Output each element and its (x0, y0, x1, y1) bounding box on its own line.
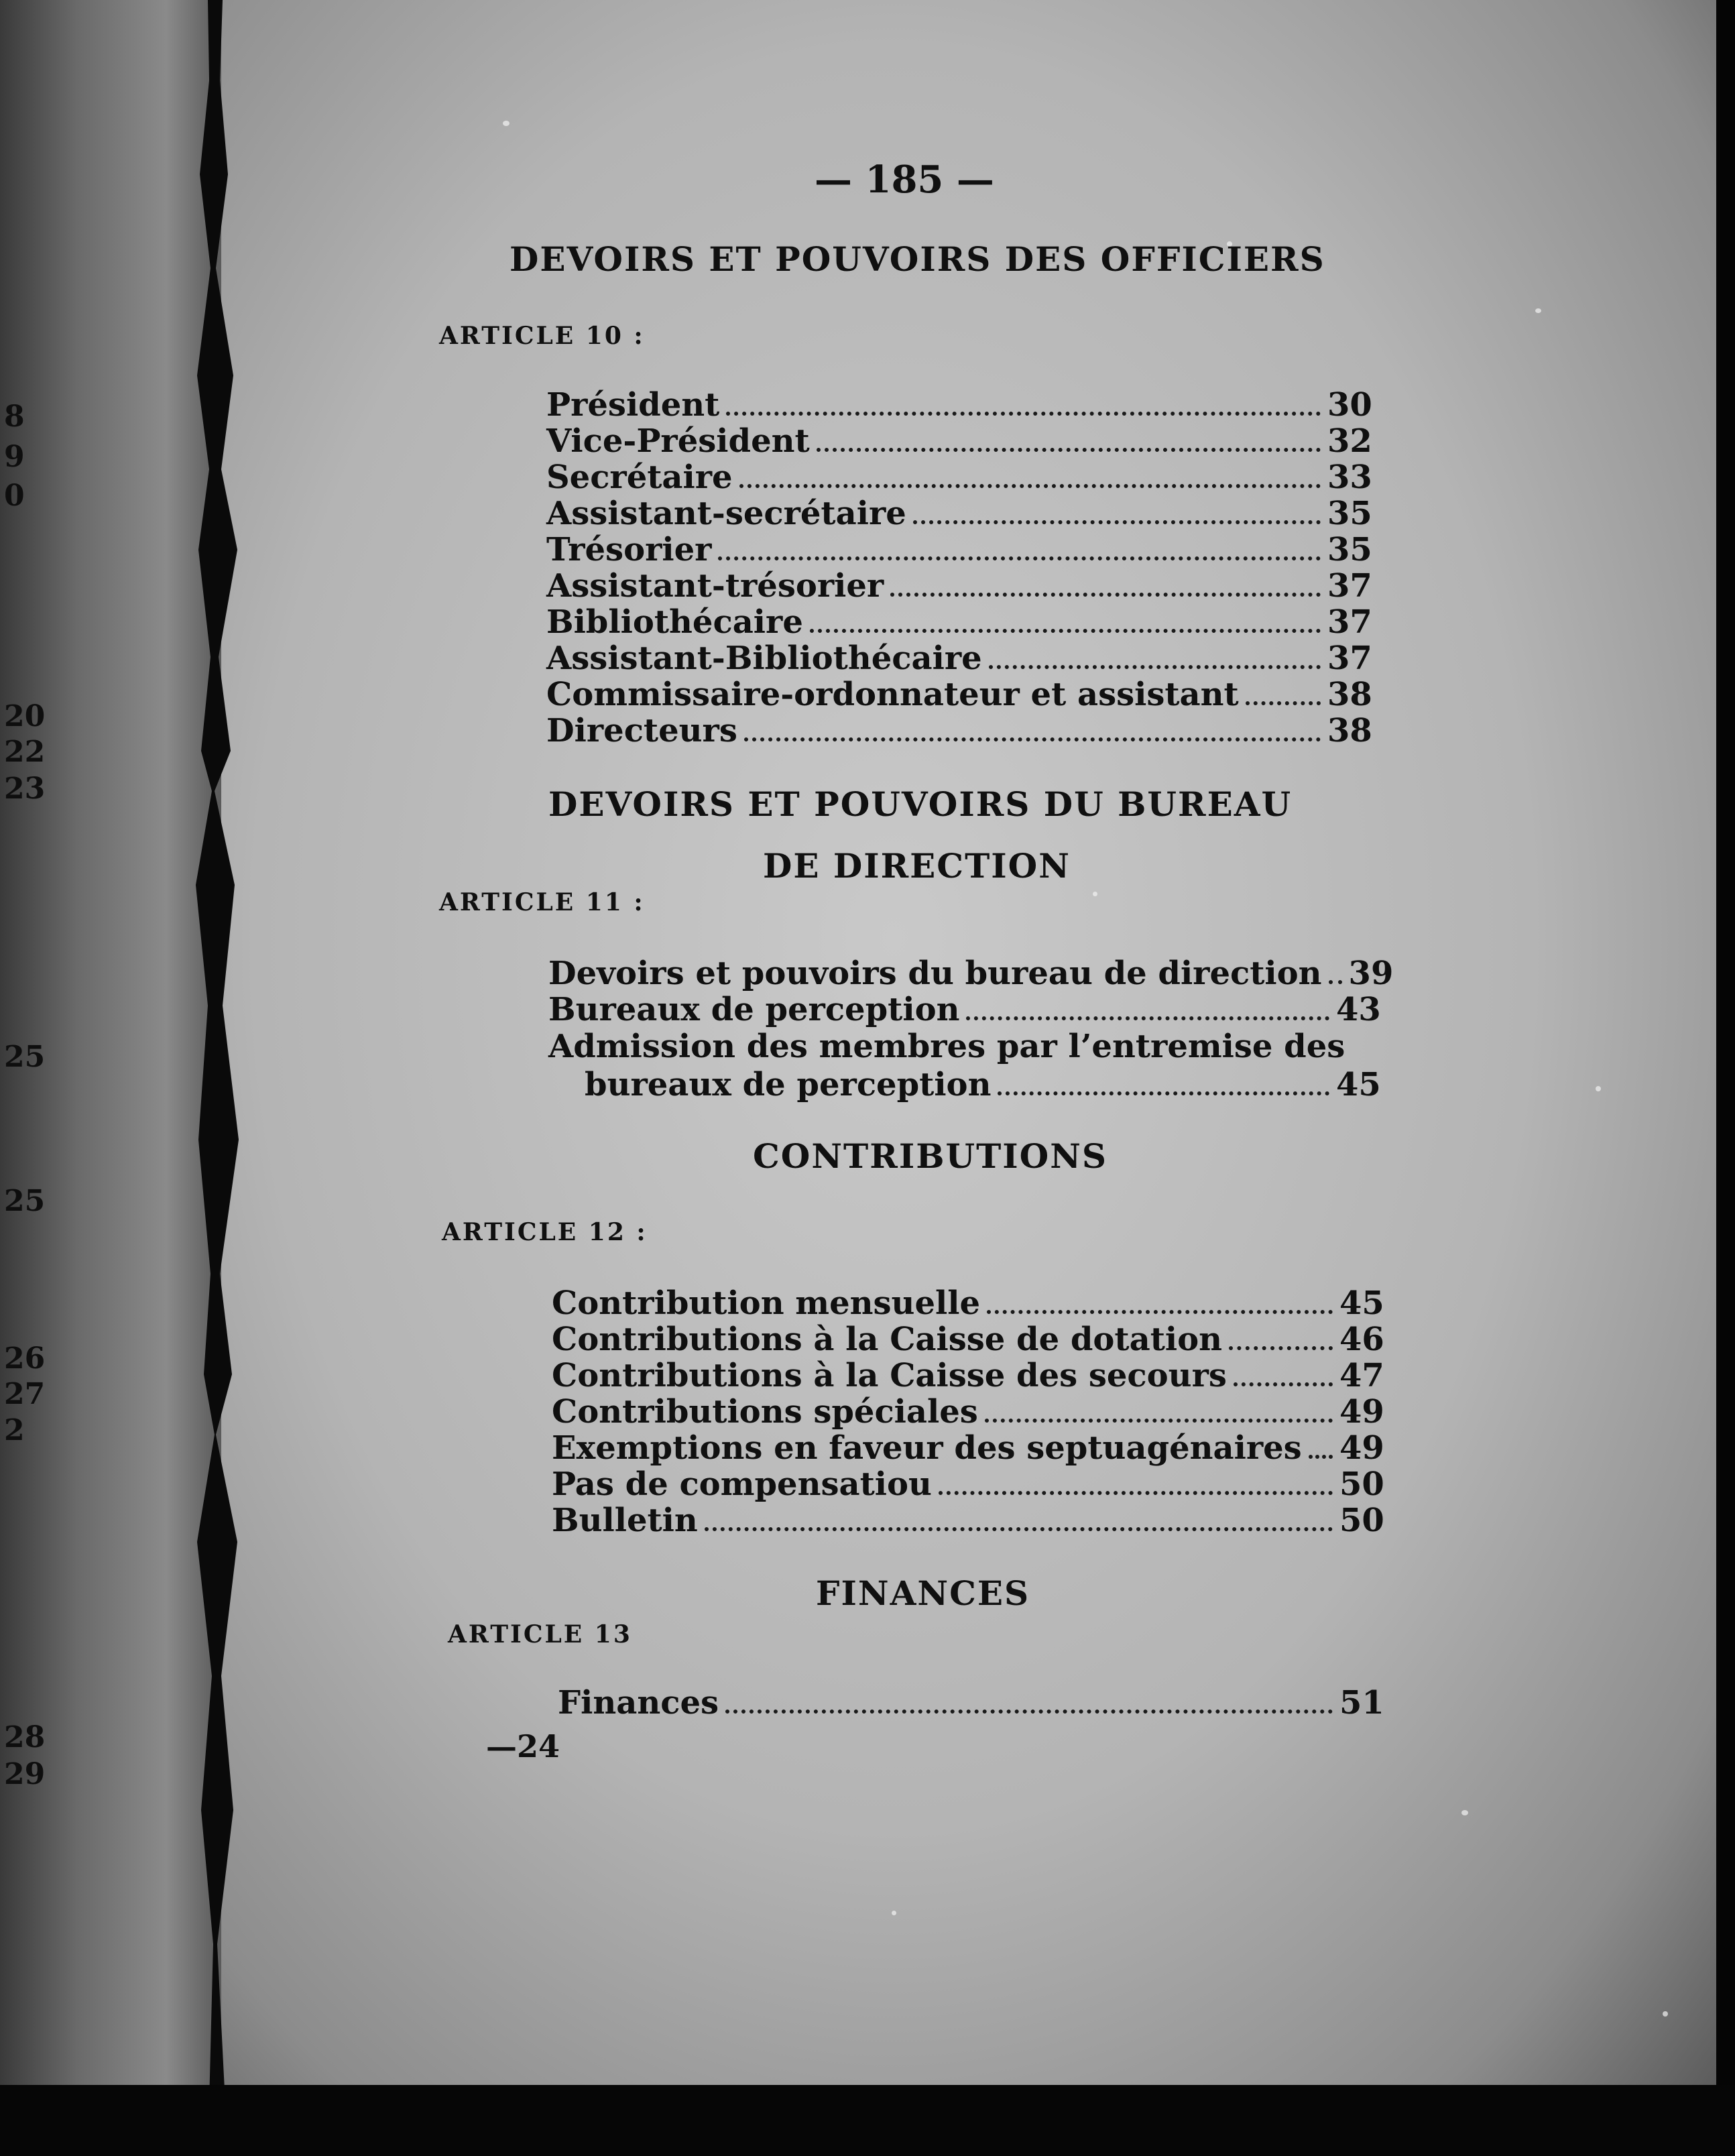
page-number: — 185 — (815, 158, 994, 202)
toc-entry[interactable] (558, 1684, 1384, 1722)
toc-entry-page: 38 (1327, 676, 1372, 713)
previous-page-number: 25 (4, 1040, 46, 1074)
toc-entry-title: Directeurs (546, 712, 737, 750)
toc-entry-title: Devoirs et pouvoirs du bureau de direction (548, 955, 1322, 992)
toc-entry-page: 37 (1327, 603, 1372, 641)
previous-page-number: 0 (4, 479, 25, 513)
toc-entry[interactable] (552, 1393, 1384, 1431)
dot-leader (744, 737, 1321, 741)
toc-entry-page: 30 (1327, 386, 1372, 424)
toc-entry[interactable] (546, 567, 1372, 605)
toc-entry[interactable] (546, 495, 1372, 532)
previous-page-number: 9 (4, 440, 25, 474)
toc-entry[interactable] (552, 1502, 1384, 1539)
toc-entry-page: 47 (1339, 1357, 1384, 1394)
previous-page-number: 20 (4, 699, 46, 733)
toc-entry-title: Trésorier (546, 531, 712, 568)
toc-entry-page: 43 (1336, 991, 1381, 1028)
dot-leader (1309, 1455, 1333, 1459)
toc-entry[interactable] (546, 386, 1372, 424)
toc-entry[interactable] (546, 640, 1372, 677)
dot-leader (705, 1527, 1333, 1531)
toc-entry[interactable] (552, 1429, 1384, 1467)
toc-entry[interactable] (546, 422, 1372, 460)
previous-page-number: 25 (4, 1184, 46, 1218)
dot-leader (913, 520, 1321, 524)
article-label: ARTICLE 10 : (439, 322, 645, 350)
toc-entry-title: Secrétaire (546, 459, 733, 496)
toc-entry-title: Contribution mensuelle (552, 1284, 980, 1322)
toc-entry-page: 46 (1339, 1321, 1384, 1358)
toc-entry-title-continuation: bureaux de perception (585, 1066, 992, 1103)
toc-entry[interactable] (552, 1465, 1384, 1503)
toc-entry-title: Bureaux de perception (548, 991, 960, 1028)
toc-entry-title: Bulletin (552, 1502, 698, 1539)
toc-entry[interactable] (552, 1357, 1384, 1394)
dot-leader (987, 1310, 1333, 1314)
toc-entry-title: Assistant-Bibliothécaire (546, 640, 982, 677)
toc-entry-page: 50 (1339, 1465, 1384, 1503)
toc-entry[interactable] (552, 1284, 1384, 1322)
toc-entry-page: 45 (1339, 1284, 1384, 1322)
section-heading: DE DIRECTION (763, 846, 1071, 886)
previous-page-number: 29 (4, 1757, 46, 1791)
dot-leader (998, 1091, 1329, 1095)
toc-entry-page: 45 (1336, 1066, 1381, 1103)
dot-leader (1234, 1382, 1333, 1386)
dot-leader (890, 593, 1321, 597)
toc-entry-title: Contributions à la Caisse des secours (552, 1357, 1227, 1394)
section-heading: DEVOIRS ET POUVOIRS DU BUREAU (548, 784, 1293, 824)
toc-entry-title: Bibliothécaire (546, 603, 803, 641)
previous-page-number: 28 (4, 1720, 46, 1754)
toc-entry-title: Commissaire-ordonnateur et assistant (546, 676, 1239, 713)
toc-entry[interactable] (548, 955, 1394, 992)
toc-entry-page: 37 (1327, 567, 1372, 605)
toc-entry-page: 35 (1327, 531, 1372, 568)
previous-page-number: 8 (4, 400, 25, 434)
previous-page-number: 22 (4, 735, 46, 769)
article-label: ARTICLE 11 : (439, 888, 645, 916)
toc-entry-page: 35 (1327, 495, 1372, 532)
toc-entry-page: 50 (1339, 1502, 1384, 1539)
dot-leader (810, 629, 1321, 633)
toc-entry-title: Exemptions en faveur des septuagénaires (552, 1429, 1302, 1467)
previous-page-number: 27 (4, 1377, 46, 1411)
toc-entry-page: 39 (1348, 955, 1394, 992)
toc-entry-title: Pas de compensatiou (552, 1465, 932, 1503)
toc-entry-page: 49 (1339, 1393, 1384, 1431)
section-heading: FINANCES (816, 1573, 1030, 1613)
scan-border (0, 2085, 1735, 2156)
toc-entry-title: Assistant-secrétaire (546, 495, 906, 532)
article-label: ARTICLE 12 : (442, 1218, 648, 1246)
dot-leader (725, 1710, 1333, 1714)
toc-entry-title: Président (546, 386, 720, 424)
torn-page-edge (181, 0, 261, 2156)
toc-entry[interactable] (585, 1066, 1381, 1103)
toc-entry-title: Contributions à la Caisse de dotation (552, 1321, 1223, 1358)
previous-page-number: 2 (4, 1413, 25, 1447)
dot-leader (817, 448, 1321, 452)
toc-entry[interactable] (548, 991, 1381, 1028)
toc-entry[interactable] (546, 712, 1372, 750)
dot-leader (1246, 701, 1321, 705)
toc-entry[interactable] (546, 459, 1372, 496)
dot-leader (739, 484, 1321, 488)
section-heading: DEVOIRS ET POUVOIRS DES OFFICIERS (510, 239, 1325, 279)
toc-entry-title: Finances (558, 1684, 719, 1722)
toc-entry-page: 37 (1327, 640, 1372, 677)
toc-entry-title: Admission des membres par l’entremise des (548, 1028, 1345, 1065)
toc-entry-title: Vice-Président (546, 422, 810, 460)
toc-entry-page: 38 (1327, 712, 1372, 750)
toc-entry[interactable] (546, 531, 1372, 568)
toc-entry-first-line[interactable] (548, 1028, 1345, 1065)
toc-entry[interactable] (552, 1321, 1384, 1358)
dot-leader (1329, 980, 1342, 984)
toc-entry[interactable] (546, 676, 1372, 713)
toc-entry-title: Assistant-trésorier (546, 567, 884, 605)
article-label: ARTICLE 13 (448, 1620, 632, 1649)
dot-leader (1229, 1346, 1333, 1350)
toc-entry-title: Contributions spéciales (552, 1393, 978, 1431)
toc-entry-page: 32 (1327, 422, 1372, 460)
toc-entry-page: 49 (1339, 1429, 1384, 1467)
dot-leader (718, 556, 1321, 560)
toc-entry[interactable] (546, 603, 1372, 641)
dot-leader (985, 1419, 1333, 1423)
toc-entry-page: 51 (1339, 1684, 1384, 1722)
dot-leader (989, 665, 1321, 669)
dot-leader (939, 1491, 1333, 1495)
previous-page-number: 26 (4, 1341, 46, 1376)
toc-entry-page: 33 (1327, 459, 1372, 496)
dot-leader (966, 1016, 1329, 1020)
signature-mark: —24 (486, 1728, 560, 1764)
previous-page-number: 23 (4, 772, 46, 806)
dot-leader (726, 412, 1321, 416)
section-heading: CONTRIBUTIONS (753, 1136, 1108, 1176)
